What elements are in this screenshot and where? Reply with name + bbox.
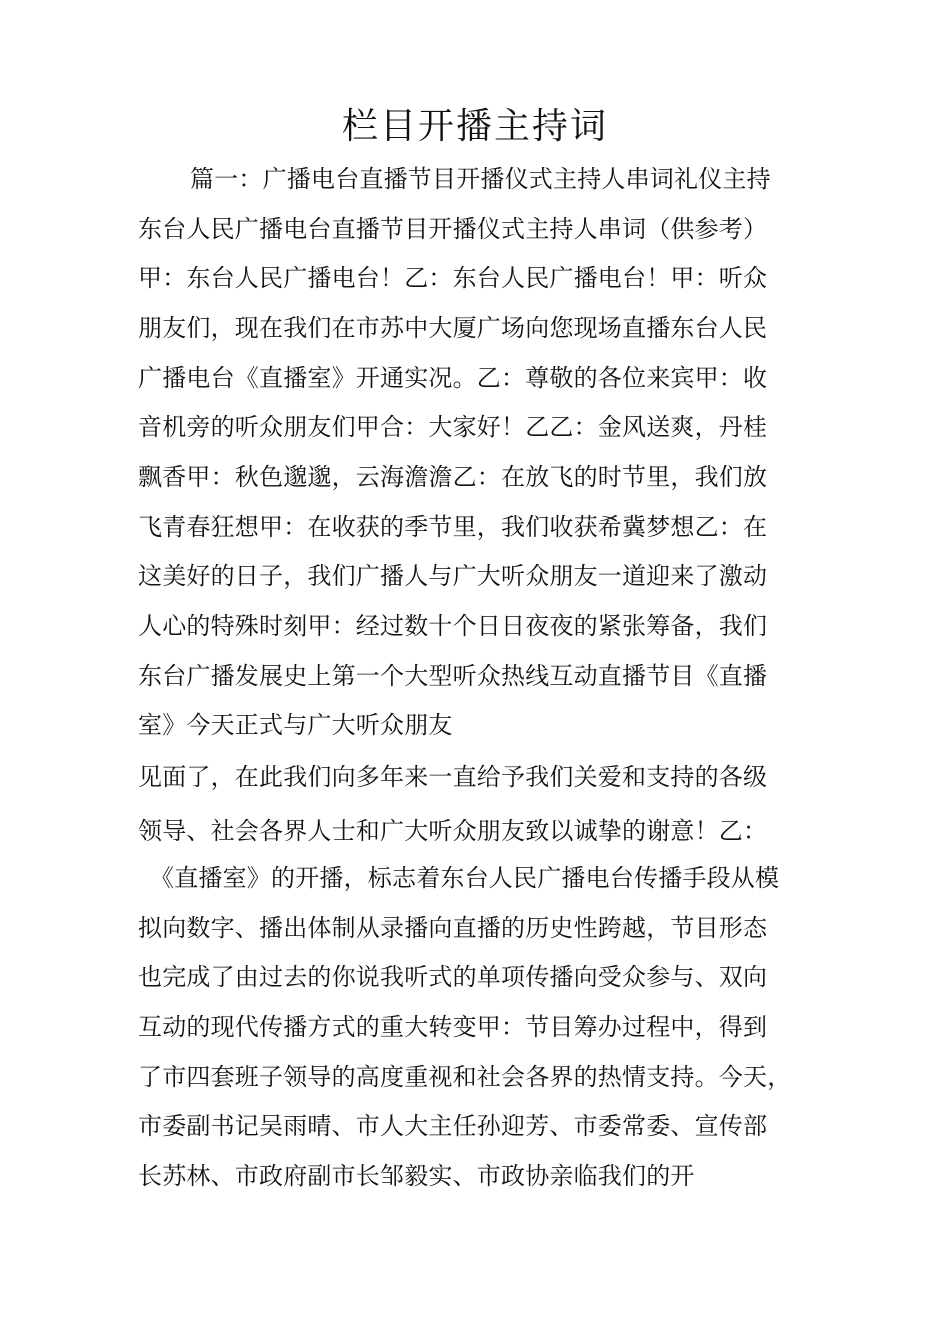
text-line-3: 甲：东台人民广播电台！乙：东台人民广播电台！甲：听众 [138,264,768,292]
text-line-17: 也完成了由过去的你说我听式的单项传播向受众参与、双向 [138,963,768,991]
text-line-13: 见面了，在此我们向多年来一直给予我们关爱和支持的各级 [138,763,768,791]
text-line-1: 篇一：广播电台直播节目开播仪式主持人串词礼仪主持 [190,165,771,193]
text-line-21: 长苏林、市政府副市长邹毅实、市政协亲临我们的开 [138,1162,695,1190]
text-line-4: 朋友们，现在我们在市苏中大厦广场向您现场直播东台人民 [138,314,768,342]
text-line-16: 拟向数字、播出体制从录播向直播的历史性跨越，节目形态 [138,914,768,942]
document-title: 栏目开播主持词 [341,106,608,147]
text-line-10: 人心的特殊时刻甲：经过数十个日日夜夜的紧张筹备，我们 [138,612,768,640]
text-line-8: 飞青春狂想甲：在收获的季节里，我们收获希冀梦想乙：在 [138,513,768,541]
text-line-18: 互动的现代传播方式的重大转变甲：节目筹办过程中，得到 [138,1013,768,1041]
text-line-7: 飘香甲：秋色邈邈，云海澹澹乙：在放飞的时节里，我们放 [138,463,768,491]
text-line-6: 音机旁的听众朋友们甲合：大家好！乙乙：金风送爽，丹桂 [138,413,768,441]
text-line-2: 东台人民广播电台直播节目开播仪式主持人串词（供参考） [138,215,768,243]
text-line-11: 东台广播发展史上第一个大型听众热线互动直播节目《直播 [138,662,768,690]
text-line-5: 广播电台《直播室》开通实况。乙：尊敬的各位来宾甲：收 [138,364,768,392]
text-line-20: 市委副书记吴雨晴、市人大主任孙迎芳、市委常委、宣传部 [138,1112,768,1140]
text-line-15: 《直播室》的开播，标志着东台人民广播电台传播手段从模 [150,864,780,892]
text-line-14: 领导、社会各界人士和广大听众朋友致以诚挚的谢意！乙： [138,817,768,845]
text-line-19: 了市四套班子领导的高度重视和社会各界的热情支持。今天， [138,1063,792,1091]
text-line-12: 室》今天正式与广大听众朋友 [138,711,453,739]
text-line-9: 这美好的日子，我们广播人与广大听众朋友一道迎来了激动 [138,562,768,590]
